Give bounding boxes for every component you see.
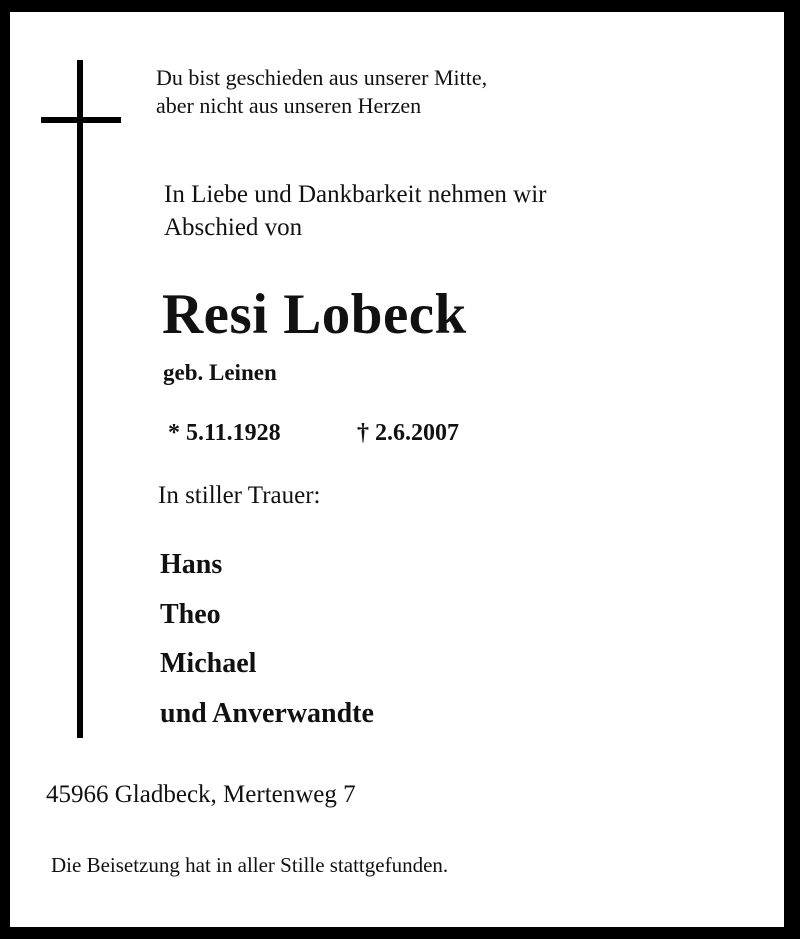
farewell-intro: [164, 178, 547, 244]
cross-icon-bar: [41, 117, 121, 123]
maiden-name: geb. Leinen: [163, 360, 277, 385]
family-member: und Anverwandte: [160, 697, 374, 729]
quote-line-1: Du bist geschieden aus unserer Mitte,: [156, 65, 488, 90]
death-date: † 2.6.2007: [357, 420, 459, 446]
family-list: [160, 545, 374, 743]
family-member: Michael: [160, 648, 257, 679]
cross-icon: [77, 60, 83, 738]
quote-line-2: aber nicht aus unseren Herzen: [156, 93, 422, 118]
mourning-label: In stiller Trauer:: [158, 482, 321, 509]
address: 45966 Gladbeck, Mertenweg 7: [46, 781, 356, 808]
funeral-note: Die Beisetzung hat in aller Stille stattgefunden.: [51, 853, 449, 877]
family-member: Theo: [160, 598, 221, 630]
intro-line-2: Abschied von: [164, 214, 303, 241]
intro-line-1: In Liebe und Dankbarkeit nehmen wir: [164, 181, 547, 208]
memorial-quote: [156, 64, 487, 120]
family-member: Hans: [160, 549, 223, 580]
birth-date: * 5.11.1928: [168, 420, 281, 446]
deceased-name: Resi Lobeck: [162, 283, 467, 346]
